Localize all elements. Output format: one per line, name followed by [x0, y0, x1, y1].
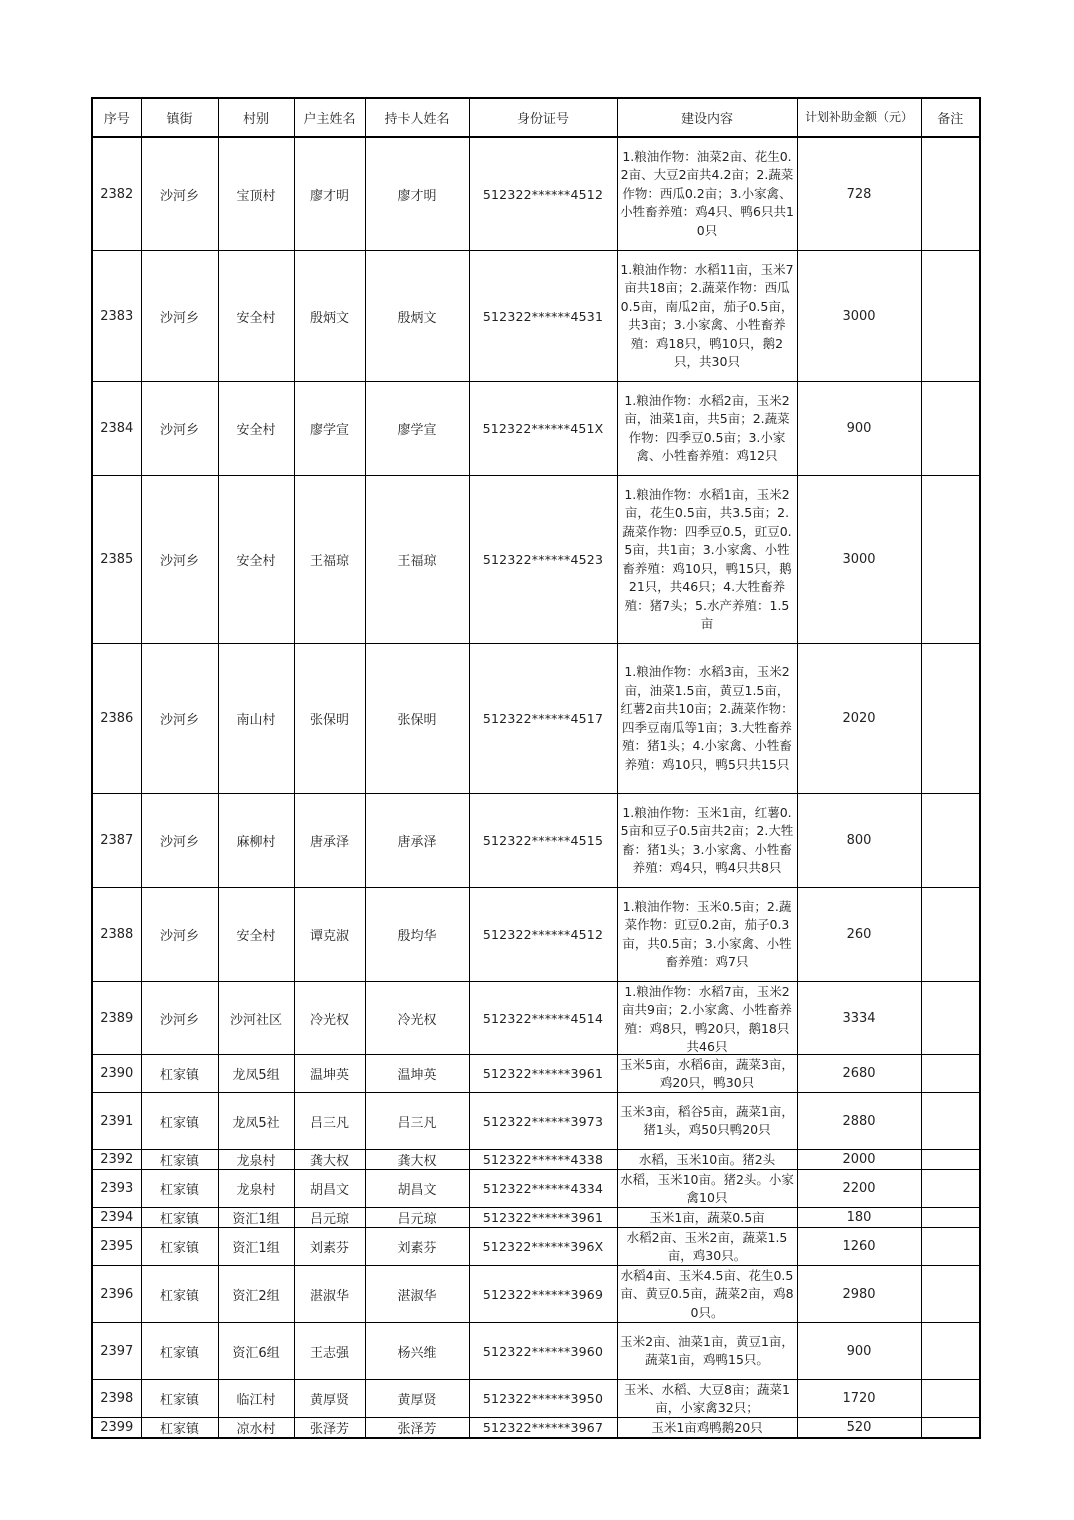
- header-amount: 计划补助金额（元）: [797, 98, 921, 137]
- table-row: [92, 982, 980, 1055]
- cell-town: 杠家镇: [141, 1150, 218, 1170]
- cell-seq: 2394: [92, 1208, 141, 1228]
- cell-village: 资汇2组: [218, 1266, 294, 1323]
- cell-town: 沙河乡: [141, 476, 218, 644]
- cell-owner: 殷炳文: [294, 251, 365, 382]
- cell-id: 512322******3950: [469, 1380, 617, 1418]
- cell-village: 资汇1组: [218, 1228, 294, 1266]
- cell-note: [921, 1380, 980, 1418]
- cell-content: 玉米1亩鸡鸭鹅20只: [617, 1418, 797, 1439]
- cell-seq: 2392: [92, 1150, 141, 1170]
- cell-seq: 2386: [92, 644, 141, 794]
- cell-content: 玉米1亩，蔬菜0.5亩: [617, 1208, 797, 1228]
- cell-amount: 520: [797, 1418, 921, 1439]
- cell-note: [921, 1323, 980, 1380]
- cell-seq: 2389: [92, 982, 141, 1055]
- cell-content: 玉米3亩，稻谷5亩，蔬菜1亩，猪1头，鸡50只鸭20只: [617, 1093, 797, 1150]
- cell-amount: 260: [797, 888, 921, 982]
- cell-id: 512322******3969: [469, 1266, 617, 1323]
- table-row: [92, 382, 980, 476]
- cell-town: 杠家镇: [141, 1418, 218, 1439]
- cell-owner: 冷光权: [294, 982, 365, 1055]
- cell-content: 1.粮油作物：水稻11亩，玉米7亩共18亩；2.蔬菜作物：西瓜0.5亩，南瓜2亩，茄子0.5亩，共3亩；3.小家禽、小牲畜养殖：鸡18只，鸭10只，鹅2只，共30只: [617, 251, 797, 382]
- cell-owner: 廖才明: [294, 137, 365, 251]
- cell-id: 512322******4334: [469, 1170, 617, 1208]
- table-row: [92, 137, 980, 251]
- cell-holder: 殷均华: [365, 888, 469, 982]
- cell-id: 512322******4531: [469, 251, 617, 382]
- cell-village: 麻柳村: [218, 794, 294, 888]
- cell-holder: 廖学宣: [365, 382, 469, 476]
- table-row: [92, 888, 980, 982]
- cell-seq: 2384: [92, 382, 141, 476]
- cell-seq: 2388: [92, 888, 141, 982]
- cell-owner: 湛淑华: [294, 1266, 365, 1323]
- cell-holder: 黄厚贤: [365, 1380, 469, 1418]
- table-row: [92, 476, 980, 644]
- cell-amount: 2000: [797, 1150, 921, 1170]
- cell-id: 512322******4514: [469, 982, 617, 1055]
- cell-holder: 王福琼: [365, 476, 469, 644]
- cell-owner: 吕元琼: [294, 1208, 365, 1228]
- cell-seq: 2397: [92, 1323, 141, 1380]
- cell-town: 杠家镇: [141, 1170, 218, 1208]
- cell-amount: 180: [797, 1208, 921, 1228]
- header-village: 村别: [218, 98, 294, 137]
- table-row: [92, 1055, 980, 1093]
- cell-village: 龙凤5社: [218, 1093, 294, 1150]
- table-row: [92, 1228, 980, 1266]
- cell-village: 安全村: [218, 382, 294, 476]
- header-id: 身份证号: [469, 98, 617, 137]
- cell-id: 512322******3960: [469, 1323, 617, 1380]
- cell-village: 安全村: [218, 251, 294, 382]
- cell-owner: 唐承泽: [294, 794, 365, 888]
- cell-note: [921, 644, 980, 794]
- cell-seq: 2396: [92, 1266, 141, 1323]
- cell-town: 杠家镇: [141, 1228, 218, 1266]
- cell-id: 512322******3973: [469, 1093, 617, 1150]
- cell-village: 临江村: [218, 1380, 294, 1418]
- cell-id: 512322******4523: [469, 476, 617, 644]
- cell-town: 沙河乡: [141, 644, 218, 794]
- cell-amount: 728: [797, 137, 921, 251]
- cell-town: 沙河乡: [141, 794, 218, 888]
- cell-content: 1.粮油作物：玉米0.5亩；2.蔬菜作物：豇豆0.2亩，茄子0.3亩，共0.5亩；3.小家禽、小牲畜养殖：鸡7只: [617, 888, 797, 982]
- cell-village: 龙凤5组: [218, 1055, 294, 1093]
- cell-note: [921, 476, 980, 644]
- cell-note: [921, 382, 980, 476]
- cell-seq: 2399: [92, 1418, 141, 1439]
- header-row: [92, 98, 980, 137]
- cell-holder: 温坤英: [365, 1055, 469, 1093]
- cell-village: 资汇1组: [218, 1208, 294, 1228]
- table-row: [92, 1266, 980, 1323]
- cell-amount: 2680: [797, 1055, 921, 1093]
- cell-village: 沙河社区: [218, 982, 294, 1055]
- header-content: 建设内容: [617, 98, 797, 137]
- cell-holder: 杨兴维: [365, 1323, 469, 1380]
- cell-note: [921, 1418, 980, 1439]
- cell-amount: 1260: [797, 1228, 921, 1266]
- cell-holder: 冷光权: [365, 982, 469, 1055]
- cell-village: 凉水村: [218, 1418, 294, 1439]
- table-row: [92, 1150, 980, 1170]
- cell-content: 1.粮油作物：水稻7亩，玉米2亩共9亩；2.小家禽、小牲畜养殖：鸡8只，鸭20只，鹅18只共46只: [617, 982, 797, 1055]
- cell-content: 1.粮油作物：油菜2亩、花生0.2亩、大豆2亩共4.2亩；2.蔬菜作物：西瓜0.2亩；3.小家禽、小牲畜养殖：鸡4只、鸭6只共10只: [617, 137, 797, 251]
- cell-town: 沙河乡: [141, 382, 218, 476]
- header-owner: 户主姓名: [294, 98, 365, 137]
- cell-note: [921, 1228, 980, 1266]
- cell-content: 玉米5亩，水稻6亩，蔬菜3亩，鸡20只，鸭30只: [617, 1055, 797, 1093]
- table-row: [92, 794, 980, 888]
- cell-village: 安全村: [218, 888, 294, 982]
- cell-id: 512322******4512: [469, 888, 617, 982]
- cell-town: 杠家镇: [141, 1380, 218, 1418]
- cell-amount: 900: [797, 382, 921, 476]
- cell-owner: 王志强: [294, 1323, 365, 1380]
- cell-town: 杠家镇: [141, 1266, 218, 1323]
- header-town: 镇街: [141, 98, 218, 137]
- cell-id: 512322******4517: [469, 644, 617, 794]
- header-holder: 持卡人姓名: [365, 98, 469, 137]
- cell-holder: 殷炳文: [365, 251, 469, 382]
- table-body: [92, 137, 980, 1438]
- table-row: [92, 1170, 980, 1208]
- cell-seq: 2395: [92, 1228, 141, 1266]
- cell-note: [921, 1170, 980, 1208]
- cell-id: 512322******3961: [469, 1208, 617, 1228]
- cell-seq: 2390: [92, 1055, 141, 1093]
- cell-note: [921, 251, 980, 382]
- cell-owner: 张保明: [294, 644, 365, 794]
- cell-content: 水稻2亩、玉米2亩，蔬菜1.5亩，鸡30只。: [617, 1228, 797, 1266]
- cell-seq: 2398: [92, 1380, 141, 1418]
- cell-owner: 吕三凡: [294, 1093, 365, 1150]
- cell-content: 水稻4亩、玉米4.5亩、花生0.5亩、黄豆0.5亩，蔬菜2亩，鸡80只。: [617, 1266, 797, 1323]
- cell-note: [921, 1055, 980, 1093]
- cell-holder: 廖才明: [365, 137, 469, 251]
- cell-note: [921, 1150, 980, 1170]
- header-seq: 序号: [92, 98, 141, 137]
- cell-seq: 2385: [92, 476, 141, 644]
- cell-amount: 800: [797, 794, 921, 888]
- cell-town: 沙河乡: [141, 888, 218, 982]
- cell-owner: 王福琼: [294, 476, 365, 644]
- cell-village: 南山村: [218, 644, 294, 794]
- cell-seq: 2387: [92, 794, 141, 888]
- cell-id: 512322******451X: [469, 382, 617, 476]
- cell-amount: 3000: [797, 251, 921, 382]
- cell-content: 1.粮油作物：玉米1亩，红薯0.5亩和豆子0.5亩共2亩；2.大牲畜：猪1头；3.小家禽、小牲畜养殖：鸡4只，鸭4只共8只: [617, 794, 797, 888]
- cell-holder: 吕三凡: [365, 1093, 469, 1150]
- cell-amount: 2880: [797, 1093, 921, 1150]
- cell-amount: 2020: [797, 644, 921, 794]
- cell-owner: 温坤英: [294, 1055, 365, 1093]
- cell-id: 512322******4338: [469, 1150, 617, 1170]
- cell-amount: 2200: [797, 1170, 921, 1208]
- cell-town: 沙河乡: [141, 251, 218, 382]
- cell-owner: 谭克淑: [294, 888, 365, 982]
- cell-village: 龙泉村: [218, 1170, 294, 1208]
- cell-note: [921, 1208, 980, 1228]
- cell-holder: 龚大权: [365, 1150, 469, 1170]
- cell-town: 杠家镇: [141, 1323, 218, 1380]
- cell-holder: 张保明: [365, 644, 469, 794]
- cell-holder: 张泽芳: [365, 1418, 469, 1439]
- cell-content: 水稻，玉米10亩。猪2头。小家禽10只: [617, 1170, 797, 1208]
- cell-town: 杠家镇: [141, 1093, 218, 1150]
- cell-owner: 龚大权: [294, 1150, 365, 1170]
- cell-holder: 唐承泽: [365, 794, 469, 888]
- cell-content: 水稻，玉米10亩。猪2头: [617, 1150, 797, 1170]
- cell-note: [921, 1266, 980, 1323]
- cell-amount: 3334: [797, 982, 921, 1055]
- cell-seq: 2382: [92, 137, 141, 251]
- cell-holder: 刘素芬: [365, 1228, 469, 1266]
- cell-id: 512322******396X: [469, 1228, 617, 1266]
- cell-town: 沙河乡: [141, 137, 218, 251]
- table-row: [92, 1380, 980, 1418]
- cell-seq: 2391: [92, 1093, 141, 1150]
- table-row: [92, 1093, 980, 1150]
- cell-owner: 黄厚贤: [294, 1380, 365, 1418]
- cell-note: [921, 888, 980, 982]
- cell-seq: 2393: [92, 1170, 141, 1208]
- table-row: [92, 1208, 980, 1228]
- subsidy-table: [91, 97, 981, 1439]
- table-row: [92, 1418, 980, 1439]
- cell-content: 1.粮油作物：水稻2亩，玉米2亩，油菜1亩，共5亩；2.蔬菜作物：四季豆0.5亩；3.小家禽、小牲畜养殖：鸡12只: [617, 382, 797, 476]
- header-note: 备注: [921, 98, 980, 137]
- cell-amount: 2980: [797, 1266, 921, 1323]
- cell-note: [921, 794, 980, 888]
- table-row: [92, 1323, 980, 1380]
- cell-content: 1.粮油作物：水稻3亩，玉米2亩，油菜1.5亩，黄豆1.5亩，红薯2亩共10亩；2.蔬菜作物：四季豆南瓜等1亩；3.大牲畜养殖：猪1头；4.小家禽、小牲畜养殖：鸡10只，鸭5只共15只: [617, 644, 797, 794]
- cell-village: 安全村: [218, 476, 294, 644]
- cell-note: [921, 1093, 980, 1150]
- table-row: [92, 251, 980, 382]
- cell-town: 杠家镇: [141, 1055, 218, 1093]
- cell-village: 资汇6组: [218, 1323, 294, 1380]
- cell-note: [921, 137, 980, 251]
- cell-holder: 湛淑华: [365, 1266, 469, 1323]
- cell-amount: 900: [797, 1323, 921, 1380]
- cell-village: 宝顶村: [218, 137, 294, 251]
- cell-town: 杠家镇: [141, 1208, 218, 1228]
- cell-id: 512322******4512: [469, 137, 617, 251]
- cell-id: 512322******3967: [469, 1418, 617, 1439]
- cell-id: 512322******3961: [469, 1055, 617, 1093]
- cell-owner: 张泽芳: [294, 1418, 365, 1439]
- cell-amount: 1720: [797, 1380, 921, 1418]
- table-row: [92, 644, 980, 794]
- cell-content: 1.粮油作物：水稻1亩，玉米2亩，花生0.5亩，共3.5亩；2.蔬菜作物：四季豆0.5，豇豆0.5亩，共1亩；3.小家禽、小牲畜养殖：鸡10只，鸭15只，鹅21只，共46只；4.大牲畜养殖：猪7头；5.水产养殖：1.5亩: [617, 476, 797, 644]
- cell-owner: 刘素芬: [294, 1228, 365, 1266]
- cell-village: 龙泉村: [218, 1150, 294, 1170]
- cell-amount: 3000: [797, 476, 921, 644]
- cell-town: 沙河乡: [141, 982, 218, 1055]
- cell-seq: 2383: [92, 251, 141, 382]
- cell-holder: 吕元琼: [365, 1208, 469, 1228]
- cell-id: 512322******4515: [469, 794, 617, 888]
- cell-owner: 廖学宣: [294, 382, 365, 476]
- cell-note: [921, 982, 980, 1055]
- cell-content: 玉米2亩、油菜1亩，黄豆1亩，蔬菜1亩，鸡鸭15只。: [617, 1323, 797, 1380]
- cell-content: 玉米、水稻、大豆8亩；蔬菜1亩，小家禽32只；: [617, 1380, 797, 1418]
- cell-owner: 胡昌文: [294, 1170, 365, 1208]
- cell-holder: 胡昌文: [365, 1170, 469, 1208]
